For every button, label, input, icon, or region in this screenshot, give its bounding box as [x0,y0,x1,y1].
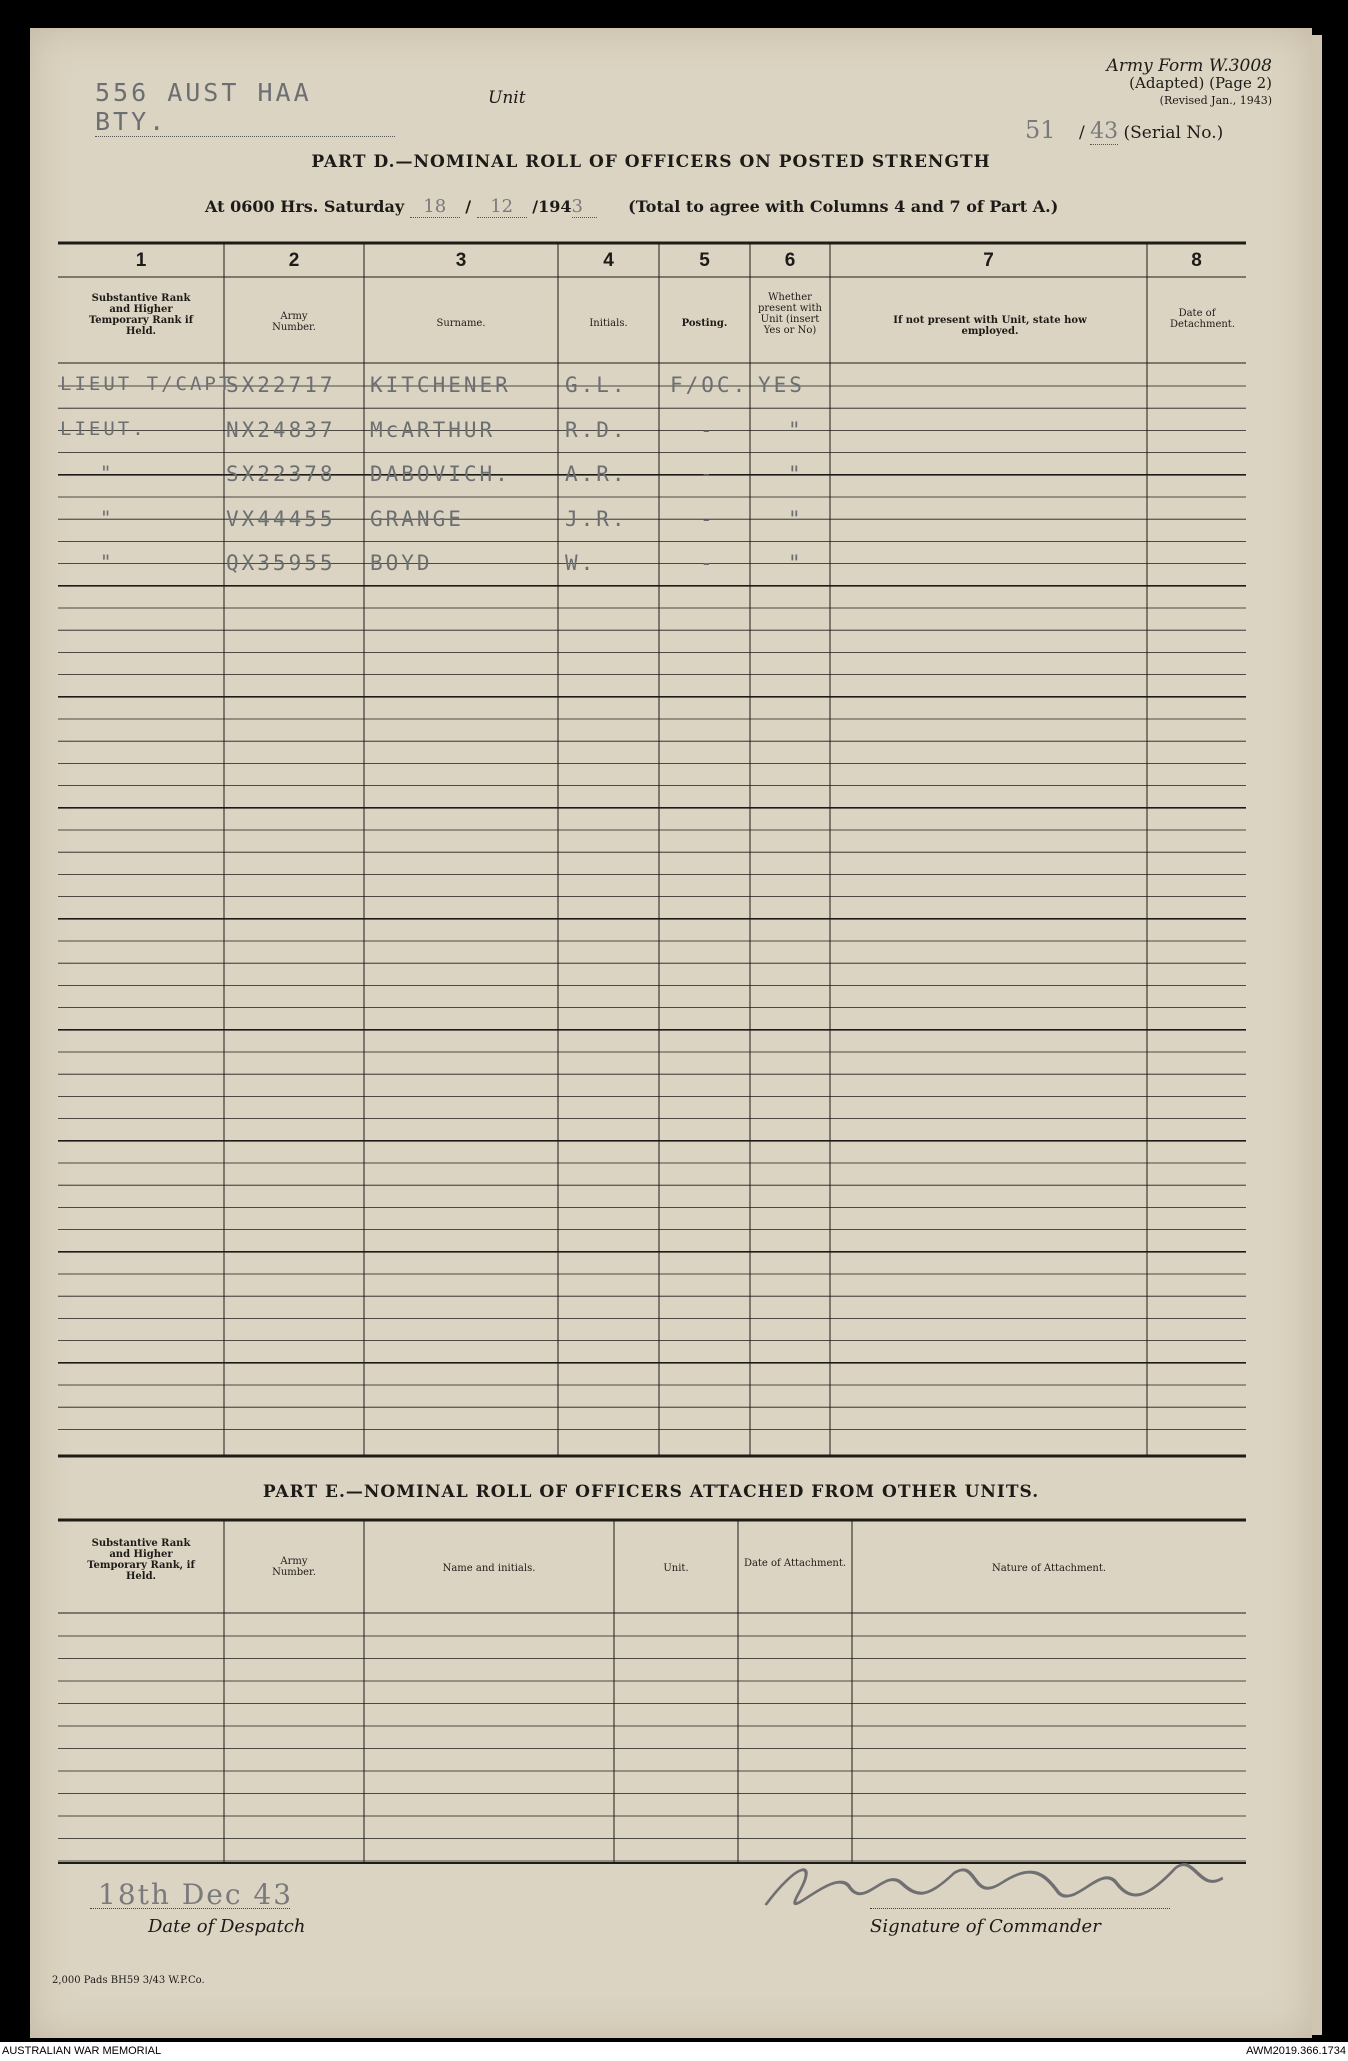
e-header-army-number: Army Number. [272,1556,316,1578]
table-cell: LIEUT. [60,417,147,440]
date-day: 18 [410,196,460,218]
table-cell: LIEUT T/CAPT [60,373,234,395]
despatch-label: Date of Despatch [148,1916,306,1937]
header-how-employed: If not present with Unit, state how employed. [893,315,1087,337]
header-army-number: Army Number. [272,311,316,333]
despatch-line [90,1908,290,1909]
table-cell: W. [565,551,597,575]
serial-year: 43 [1090,119,1119,144]
serial-prefix: 51 [1025,116,1056,144]
serial-number-row: 51 / 43 (Serial No.) [1025,116,1224,144]
date-month: 12 [477,196,527,218]
table-cell: - [700,462,716,486]
table-cell: " [788,506,804,531]
col-number-3: 3 [455,250,467,271]
table-cell: - [700,417,716,442]
table-cell: GRANGE [370,506,464,531]
table-cell: R.D. [565,417,628,442]
header-surname: Surname. [436,318,486,329]
table-cell: McARTHUR [370,417,496,442]
table-cell: DABOVICH. [370,462,511,486]
form-adapted: (Adapted) (Page 2) [1129,74,1272,92]
serial-label: (Serial No.) [1123,123,1224,143]
e-header-unit: Unit. [663,1563,689,1574]
table-cell: - [700,506,716,531]
date-year-digit: 3 [572,196,597,218]
table-cell: NX24837 [226,417,336,442]
table-cell: QX35955 [226,551,336,575]
table-cell: " [100,551,115,573]
header-detachment-date: Date of Detachment. [1170,308,1235,330]
date-prefix: At 0600 Hrs. Saturday [205,197,405,216]
printer-note: 2,000 Pads BH59 3/43 W.P.Co. [52,1975,205,1986]
table-cell: KITCHENER [370,373,511,397]
part-e-title: PART E.—NOMINAL ROLL OF OFFICERS ATTACHED FROM OTHER UNITS. [262,1482,1040,1502]
form-revision: (Revised Jan., 1943) [1159,94,1272,107]
part-d-table-grid [30,28,1312,2038]
table-cell: A.R. [565,462,628,486]
col-number-7: 7 [983,250,994,271]
table-cell: SX22378 [226,462,336,486]
archive-id: AWM2019.366.1734 [1246,2045,1346,2057]
e-header-nature: Nature of Attachment. [991,1563,1107,1574]
unit-value: 556 AUST HAA BTY. [95,78,395,137]
col-number-1: 1 [135,250,147,271]
signature-scribble [753,1853,1239,1913]
table-cell: YES [758,373,805,397]
e-header-name: Name and initials. [442,1563,536,1574]
col-number-5: 5 [699,250,710,271]
table-cell: " [788,551,804,575]
header-initials: Initials. [589,318,628,329]
signature-line [870,1908,1170,1909]
table-cell: " [788,462,804,486]
e-header-rank: Substantive Rank and Higher Temporary Rank, if Held. [87,1538,195,1582]
header-present: Whether present with Unit (insert Yes or No) [757,292,822,336]
table-cell: VX44455 [226,506,336,531]
table-cell: G.L. [565,373,628,397]
table-cell: " [100,462,115,484]
form-number: Army Form W.3008 [1106,56,1272,76]
commander-signature [750,1853,1239,1924]
archive-name: AUSTRALIAN WAR MEMORIAL [2,2045,162,2057]
header-rank: Substantive Rank and Higher Temporary Rank if Held. [88,293,193,337]
total-note: (Total to agree with Columns 4 and 7 of Part A.) [628,197,1059,216]
form-sheet [30,28,1312,2038]
table-cell: " [788,417,804,442]
part-d-title: PART D.—NOMINAL ROLL OF OFFICERS ON POSTED STRENGTH [311,152,991,172]
signature-label: Signature of Commander [870,1916,1101,1937]
col-number-2: 2 [288,250,300,271]
archive-bar [0,2042,1348,2061]
table-cell: - [700,551,716,575]
table-cell: BOYD [370,551,433,575]
col-number-6: 6 [784,250,796,271]
despatch-date-value: 18th Dec 43 [98,1878,294,1911]
col-number-8: 8 [1191,250,1202,271]
table-cell: SX22717 [226,373,336,397]
col-number-4: 4 [603,250,614,271]
date-year-prefix: 194 [538,197,572,216]
date-line: At 0600 Hrs. Saturday 18 / 12 /1943 (Total to agree with Columns 4 and 7 of Part A.) [205,196,1059,217]
unit-label: Unit [488,88,526,108]
table-cell: J.R. [565,506,628,531]
table-cell: F/OC. [670,373,749,397]
table-cell: " [100,506,115,529]
header-posting: Posting. [681,318,728,329]
e-header-attachment-date: Date of Attachment. [743,1558,847,1569]
